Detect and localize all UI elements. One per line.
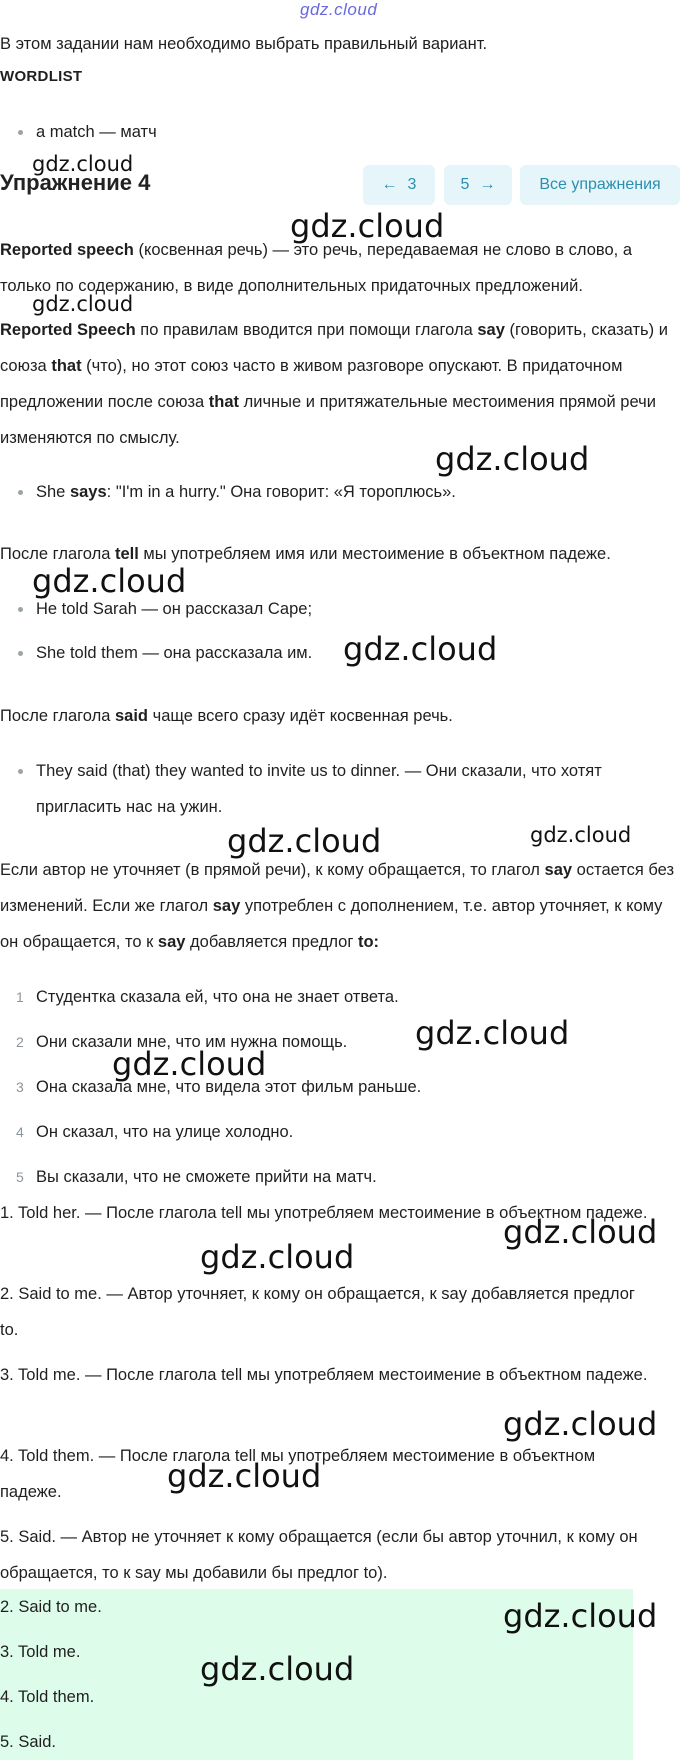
- theory-p2-a: по правилам вводится при помощи глагола: [135, 321, 478, 339]
- explanation-item: 4. Told them. — После глагола tell мы употребляем местоимение в объектном падеже.: [0, 1447, 596, 1501]
- watermark: gdz.cloud: [32, 152, 134, 176]
- watermark: gdz.cloud: [32, 292, 134, 316]
- watermark: gdz.cloud: [530, 823, 632, 847]
- explanation-item: 1. Told her. — После глагола tell мы употребляем местоимение в объектном падеже.: [0, 1204, 648, 1222]
- watermark: gdz.cloud: [503, 1213, 658, 1251]
- example-told-them: She told them — она рассказала им.: [16, 635, 312, 671]
- next-exercise-button[interactable]: [444, 165, 512, 205]
- watermark: gdz.cloud: [503, 1405, 658, 1443]
- task-item: [16, 979, 399, 1015]
- theory-p3-b: мы употребляем имя или местоимение в объектном падеже.: [138, 545, 611, 563]
- term-reported-speech: Reported speech: [0, 241, 134, 259]
- term-say-4: say: [157, 933, 186, 951]
- term-that-2: that: [208, 393, 240, 411]
- task-item-text: Он сказал, что на улице холодно.: [36, 1123, 294, 1141]
- theory-p5-a: Если автор не уточняет (в прямой речи), к кому обращается, то глагол: [0, 861, 545, 879]
- watermark: gdz.cloud: [112, 1045, 267, 1083]
- theory-p4-b: чаще всего сразу идёт косвенная речь.: [148, 707, 453, 725]
- task-item-text: Студентка сказала ей, что она не знает ответа.: [36, 988, 399, 1006]
- next-exercise-label: 5: [460, 176, 470, 193]
- task-item-text: Она сказала мне, что видела этот фильм раньше.: [36, 1078, 422, 1096]
- task-item-text: Они сказали мне, что им нужна помощь.: [36, 1033, 348, 1051]
- arrow-left-icon: ←: [381, 176, 398, 193]
- watermark: gdz.cloud: [167, 1457, 322, 1495]
- theory-p4-a: После глагола: [0, 707, 115, 725]
- example-says: [16, 474, 456, 510]
- watermark: gdz.cloud: [32, 562, 187, 600]
- watermark: gdz.cloud: [503, 1597, 658, 1635]
- watermark: gdz.cloud: [415, 1014, 570, 1052]
- term-to: to:: [357, 933, 380, 951]
- site-logo[interactable]: gdz.cloud: [300, 0, 378, 19]
- task-item-number: 2: [16, 1034, 24, 1050]
- watermark: gdz.cloud: [200, 1238, 355, 1276]
- theory-p5-d: добавляется предлог: [185, 933, 358, 951]
- all-exercises-button[interactable]: [520, 165, 680, 205]
- example-said: They said (that) they wanted to invite us to dinner. — Они сказали, что хотят пригласить нас на ужин.: [16, 753, 676, 825]
- theory-p1-text: (косвенная речь) — это речь, передаваемая не слово в слово, а только по содержанию, в виде дополнительных придаточных предложений.: [0, 241, 633, 295]
- all-exercises-label: Все упражнения: [539, 176, 661, 193]
- example-1-b: : "I'm in a hurry." Она говорит: «Я тороплюсь».: [106, 483, 456, 501]
- task-item-number: 1: [16, 989, 24, 1005]
- theory-paragraph-3: [0, 536, 678, 572]
- term-says: says: [69, 483, 107, 501]
- explanation-item: 5. Said. — Автор не уточняет к кому обращается (если бы автор уточнил, к кому он обращается, то к say мы добавили бы предлог to).: [0, 1528, 638, 1582]
- watermark: gdz.cloud: [435, 440, 590, 478]
- answer-item: 2. Said to me.: [0, 1598, 102, 1616]
- exercise-title: Упражнение 4: [0, 170, 151, 195]
- example-1-a: She: [36, 483, 70, 501]
- explanation-item: 3. Told me. — После глагола tell мы употребляем местоимение в объектном падеже.: [0, 1366, 648, 1384]
- prev-exercise-label: 3: [407, 176, 417, 193]
- theory-paragraph-4: [0, 698, 678, 734]
- task-item-number: 3: [16, 1079, 24, 1095]
- answer-item: 4. Told them.: [0, 1688, 95, 1706]
- watermark: gdz.cloud: [290, 207, 445, 245]
- theory-paragraph-1: [0, 232, 678, 304]
- answer-item: 5. Said.: [0, 1733, 56, 1751]
- task-item: [16, 1114, 293, 1150]
- watermark: gdz.cloud: [227, 822, 382, 860]
- answer-item: 3. Told me.: [0, 1643, 81, 1661]
- term-tell: tell: [115, 545, 139, 563]
- task-item: [16, 1024, 347, 1060]
- wordlist-item: a match — матч: [16, 114, 157, 150]
- term-say: say: [477, 321, 505, 339]
- theory-p2-b: (говорить, сказать) и союза: [0, 321, 668, 375]
- term-say-3: say: [212, 897, 241, 915]
- term-said: said: [115, 707, 149, 725]
- term-say-2: say: [544, 861, 573, 879]
- task-item-number: 5: [16, 1169, 24, 1185]
- theory-p5-b: остается без изменений. Если же глагол: [0, 861, 675, 915]
- theory-paragraph-2: [0, 312, 678, 456]
- arrow-right-icon: →: [479, 176, 496, 193]
- task-item: [16, 1069, 421, 1105]
- intro-text: В этом задании нам необходимо выбрать правильный вариант.: [0, 35, 488, 53]
- term-that: that: [51, 357, 82, 375]
- watermark: gdz.cloud: [200, 1650, 355, 1688]
- watermark: gdz.cloud: [343, 630, 498, 668]
- prev-exercise-button[interactable]: [363, 165, 435, 205]
- term-reported-speech-2: Reported Speech: [0, 321, 136, 339]
- theory-paragraph-5: [0, 852, 678, 960]
- task-item: [16, 1159, 377, 1195]
- theory-p2-c: (что), но этот союз часто в живом разговоре опускают. В придаточном предложении после союза: [0, 357, 623, 411]
- task-item-number: 4: [16, 1124, 24, 1140]
- explanation-item: 2. Said to me. — Автор уточняет, к кому он обращается, к say добавляется предлог to.: [0, 1285, 635, 1339]
- theory-p3-a: После глагола: [0, 545, 115, 563]
- theory-p2-d: личные и притяжательные местоимения прямой речи изменяются по смыслу.: [0, 393, 656, 447]
- wordlist-title: WORDLIST: [0, 68, 83, 85]
- theory-p5-c: употреблен с дополнением, т.е. автор уточняет, к кому он обращается, то к: [0, 897, 663, 951]
- task-item-text: Вы сказали, что не сможете прийти на матч.: [36, 1168, 377, 1186]
- example-told-sarah: He told Sarah — он рассказал Саре;: [16, 591, 312, 627]
